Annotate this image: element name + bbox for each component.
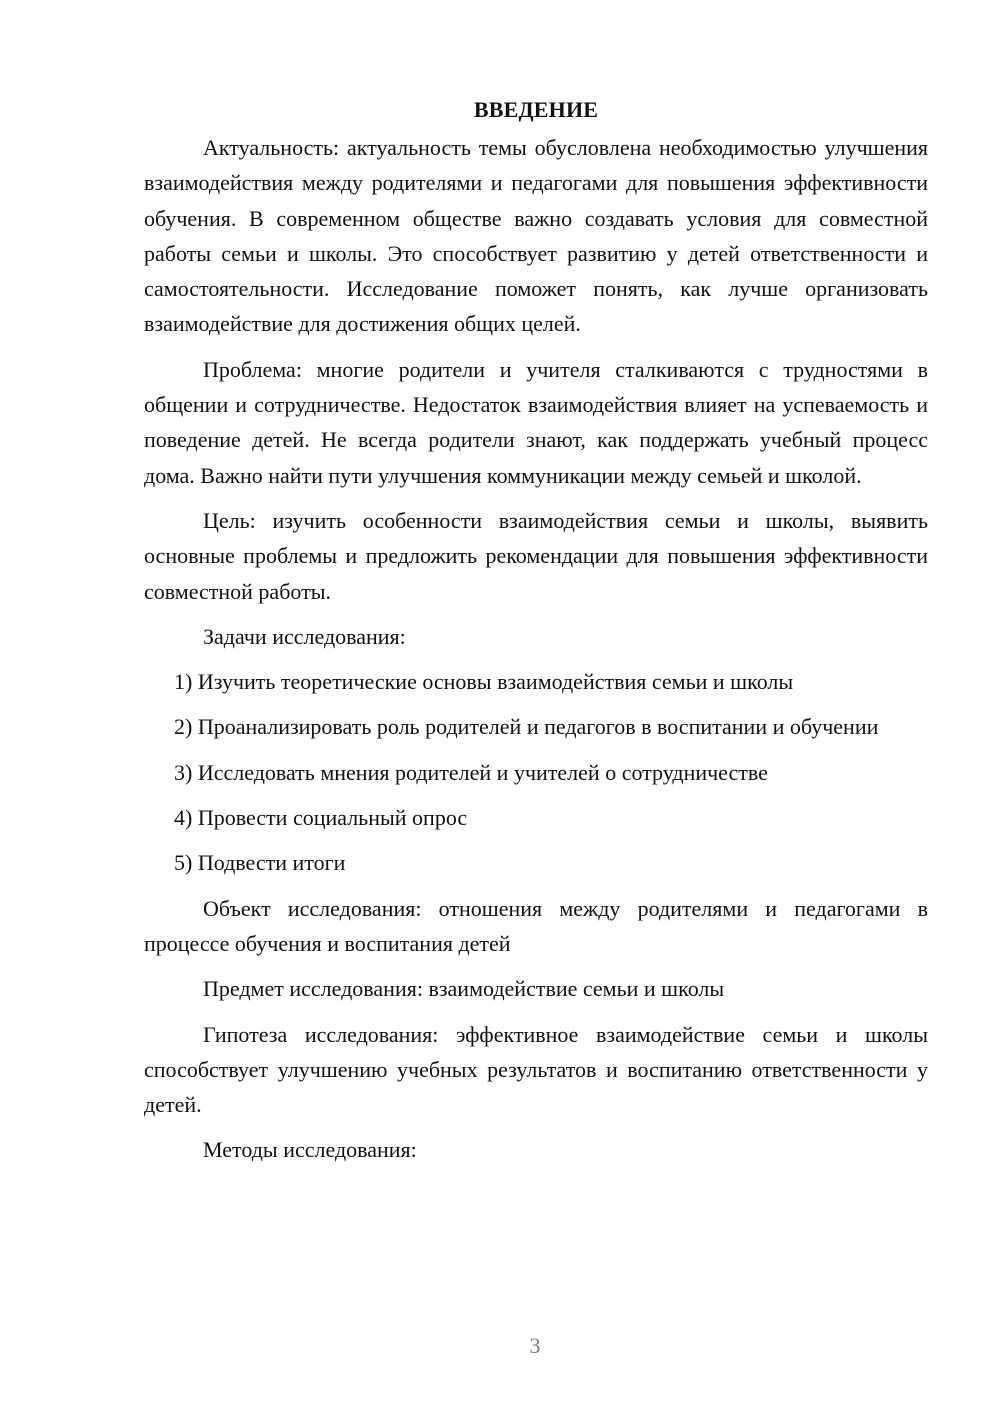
hypothesis-paragraph: Гипотеза исследования: эффективное взаимодействие семьи и школы способствует улучшению учебных результатов и воспитанию ответственности у детей. bbox=[144, 1021, 928, 1118]
relevance-paragraph: Актуальность: актуальность темы обусловлена необходимостью улучшения взаимодействия между родителями и педагогами для повышения эффективности обучения. В современном обществе важно создавать условия для совместной работы семьи и школы. Это способствует развитию у детей ответственности и самостоятельности. Исследование поможет понять, как лучше организовать взаимодействие для достижения общих целей. bbox=[144, 135, 928, 337]
section-title: ВВЕДЕНИЕ bbox=[473, 97, 599, 122]
tasks-heading: Задачи исследования: bbox=[203, 623, 406, 649]
subject-paragraph: Предмет исследования: взаимодействие семьи и школы bbox=[203, 976, 725, 1002]
page-number: 3 bbox=[529, 1333, 541, 1358]
goal-paragraph: Цель: изучить особенности взаимодействия семьи и школы, выявить основные проблемы и предложить рекомендации для повышения эффективности совместной работы. bbox=[144, 507, 928, 604]
object-paragraph: Объект исследования: отношения между родителями и педагогами в процессе обучения и воспитания детей bbox=[144, 895, 928, 956]
methods-heading: Методы исследования: bbox=[203, 1137, 417, 1163]
page-content bbox=[144, 92, 928, 1178]
problem-paragraph: Проблема: многие родители и учителя сталкиваются с трудностями в общении и сотрудничестве. Недостаток взаимодействия влияет на успеваемость и поведение детей. Не всегда родители знают, как поддержать учебный процесс дома. Важно найти пути улучшения коммуникации между семьей и школой. bbox=[144, 356, 928, 488]
task-item-5: 5) Подвести итоги bbox=[174, 850, 346, 876]
task-item-4: 4) Провести социальный опрос bbox=[174, 805, 468, 831]
task-item-2: 2) Проанализировать роль родителей и педагогов в воспитании и обучении bbox=[174, 714, 879, 740]
task-item-1: 1) Изучить теоретические основы взаимодействия семьи и школы bbox=[174, 669, 794, 695]
task-item-3: 3) Исследовать мнения родителей и учителей о сотрудничестве bbox=[174, 759, 768, 785]
